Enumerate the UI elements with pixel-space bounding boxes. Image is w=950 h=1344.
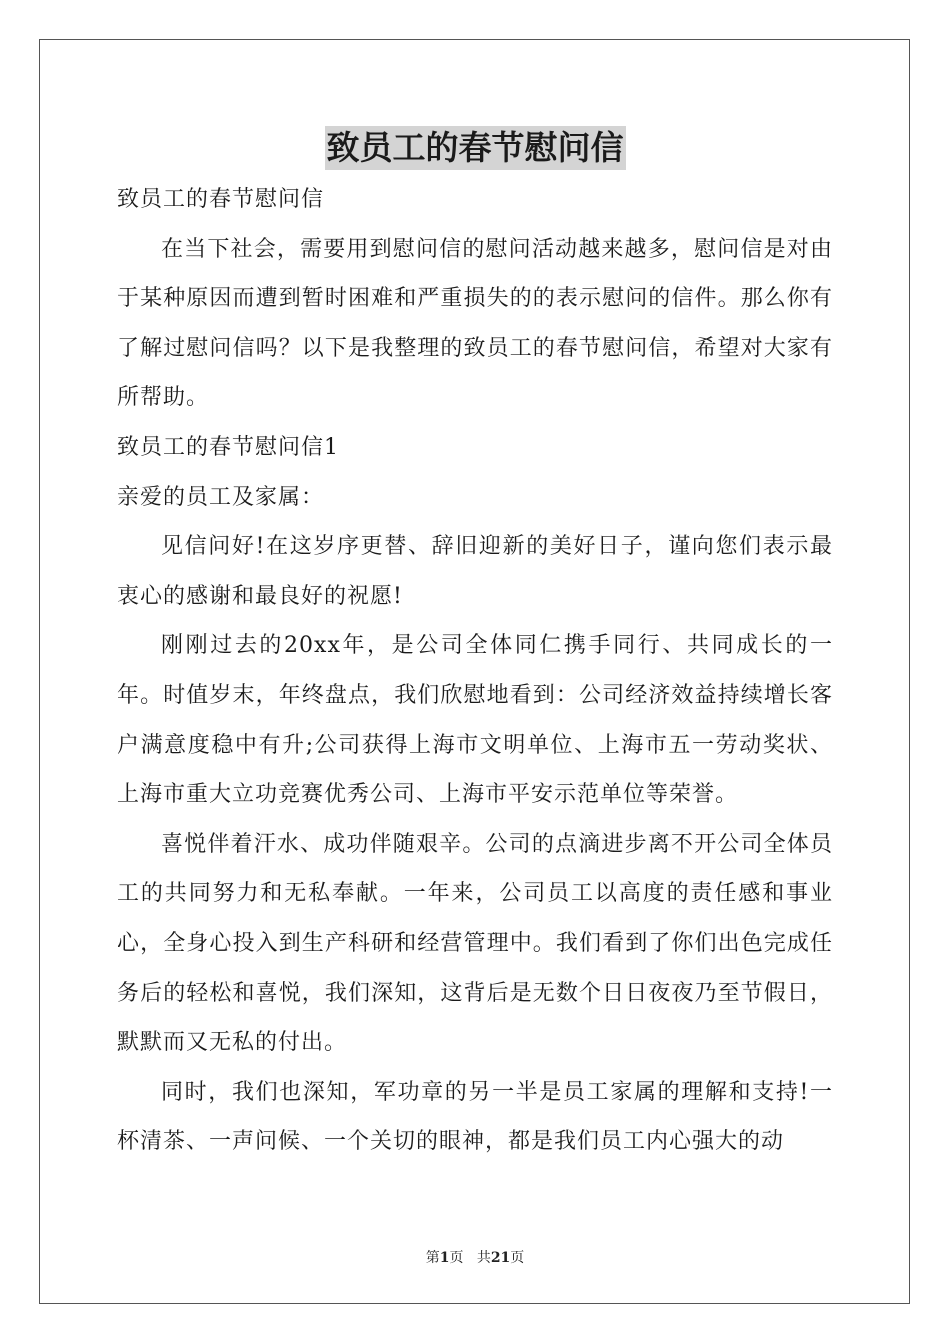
total-label-prefix: 共 <box>476 1250 491 1266</box>
paragraph-year-review: 刚刚过去的20xx年，是公司全体同仁携手同行、共同成长的一年。时值岁末，年终盘点，我们欣慰地看到：公司经济效益持续增长客户满意度稳中有升;公司获得上海市文明单位、上海市五一劳动奖状、上海市重大立功竞赛优秀公司、上海市平安示范单位等荣誉。 <box>117 633 833 808</box>
paragraph-letter-heading: 致员工的春节慰问信1 <box>117 434 339 460</box>
title-container <box>0 126 950 170</box>
paragraph-intro: 在当下社会，需要用到慰问信的慰问活动越来越多，慰问信是对由于某种原因而遭到暂时困难和严重损失的的表示慰问的信件。那么你有了解过慰问信吗？以下是我整理的致员工的春节慰问信，希望对大家有所帮助。 <box>117 236 833 411</box>
paragraph-subtitle: 致员工的春节慰问信 <box>117 187 325 212</box>
document-body <box>117 175 833 1167</box>
paragraph-thanks-families: 同时，我们也深知，军功章的另一半是员工家属的理解和支持!一杯清茶、一声问候、一个关切的眼神，都是我们员工内心强大的动 <box>117 1079 833 1155</box>
paragraph-thanks-employees: 喜悦伴着汗水、成功伴随艰辛。公司的点滴进步离不开公司全体员工的共同努力和无私奉献。一年来，公司员工以高度的责任感和事业心，全身心投入到生产科研和经营管理中。我们看到了你们出色完成任务后的轻松和喜悦，我们深知，这背后是无数个日日夜夜乃至节假日，默默而又无私的付出。 <box>117 831 833 1056</box>
paragraph-salutation: 亲爱的员工及家属： <box>117 484 325 510</box>
paragraph-greeting: 见信问好!在这岁序更替、辞旧迎新的美好日子，谨向您们表示最衷心的感谢和最良好的祝愿! <box>117 534 833 609</box>
page-label-prefix: 第 <box>425 1250 440 1266</box>
document-title: 致员工的春节慰问信 <box>325 126 626 170</box>
total-pages: 21 <box>490 1250 511 1266</box>
total-label-suffix: 页 <box>510 1250 525 1266</box>
page-label-suffix: 页 <box>449 1250 464 1266</box>
page-number: 1 <box>439 1250 450 1266</box>
page-footer <box>0 1248 950 1268</box>
